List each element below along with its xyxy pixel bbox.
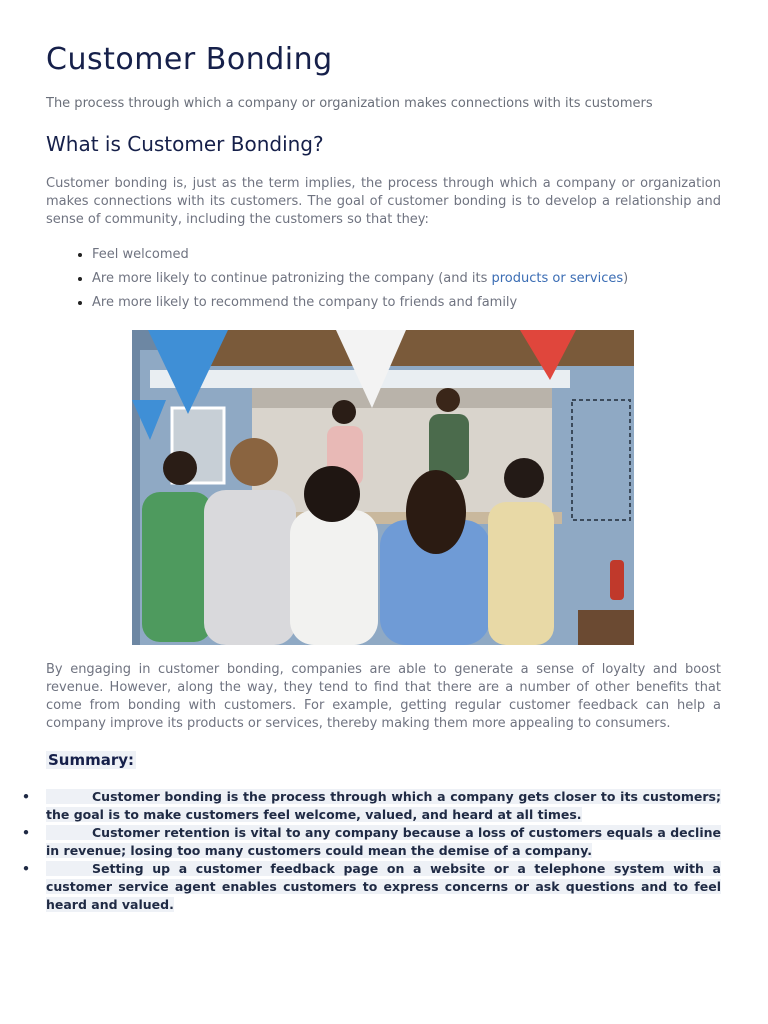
list-item: • Are more likely to continue patronizing the company (and its products or services) <box>92 268 767 292</box>
list-item: • Setting up a customer feedback page on a website or a telephone system with a customer service agent enables customers to express concerns or ask questions and to feel heard and valued. <box>22 861 721 912</box>
benefits-list <box>46 244 767 316</box>
products-or-services-link[interactable]: products or services <box>491 271 624 286</box>
page-subtitle: The process through which a company or organization makes connections with its customers <box>46 96 653 111</box>
benefits-paragraph: By engaging in customer bonding, companies are able to generate a sense of loyalty and boost revenue. However, along the way, they tend to find that there are a number of other benefits that come from bonding with customers. For example, getting regular customer feedback can help a company improve its products or services, thereby making them more appealing to consumers. <box>46 662 721 731</box>
food-truck-customers-photo <box>132 330 634 645</box>
page-title: Customer Bonding <box>46 42 333 77</box>
bullet-icon: • <box>22 861 30 876</box>
summary-heading: Summary: <box>48 751 135 769</box>
bullet-icon: • <box>22 825 30 840</box>
bullet-icon: • <box>22 789 30 804</box>
list-item: • Customer retention is vital to any company because a loss of customers equals a decline in revenue; losing too many customers could mean the demise of a company. <box>22 825 721 858</box>
list-item: • Feel welcomed <box>92 244 767 268</box>
section-heading: What is Customer Bonding? <box>46 132 324 156</box>
list-item: • Are more likely to recommend the company to friends and family <box>92 292 767 316</box>
summary-list <box>0 788 722 914</box>
list-item: • Customer bonding is the process through which a company gets closer to its customers; the goal is to make customers feel welcome, valued, and heard at all times. <box>22 789 721 822</box>
intro-paragraph: Customer bonding is, just as the term implies, the process through which a company or organization makes connections with its customers. The goal of customer bonding is to develop a relationship and sense of community, including the customers so that they: <box>46 176 721 227</box>
